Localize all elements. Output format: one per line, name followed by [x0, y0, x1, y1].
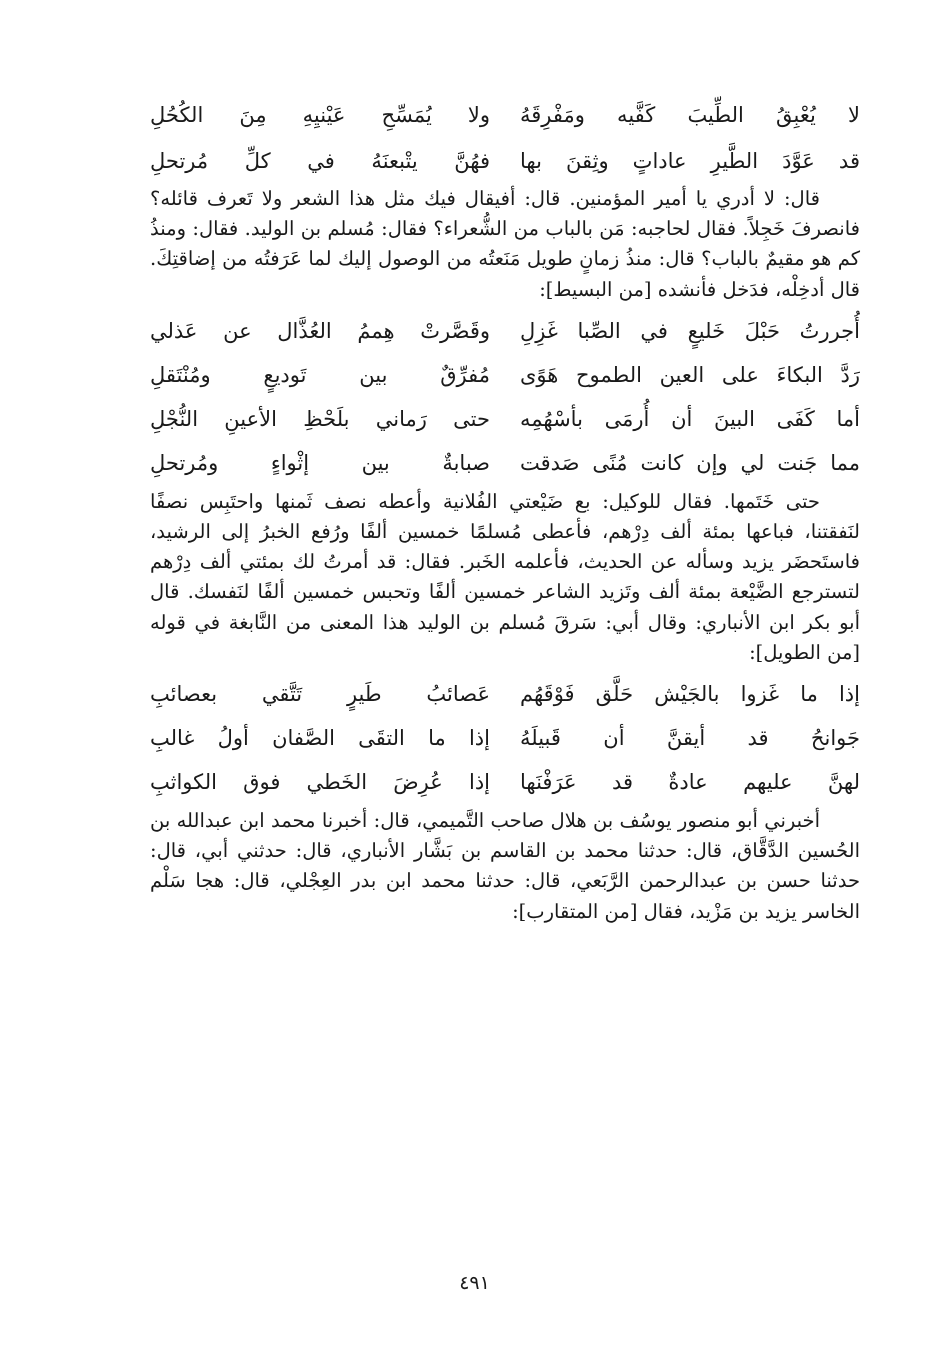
verse-first-hemistich: مما جَنت لي وإن كانت مُنًى صَدقت: [520, 450, 860, 475]
verse-first-hemistich: جَوانحُ قد أيقنَّ أن قَبيلَهُ: [520, 726, 860, 751]
verse-first-hemistich: لا يُعْبِقُ الطِّيبَ كَفَّيه ومَفْرِقَهُ: [520, 103, 860, 127]
verse-second-hemistich: مُفرِّقٌ بين تَوديعٍ ومُنْتَقلِ: [150, 362, 490, 387]
verse-line: [150, 138, 860, 184]
verse-second-hemistich: إذا عُرِضَ الخَطي فوق الكواثبِ: [150, 770, 490, 795]
verse-second-hemistich: عَصائبُ طَيرٍ تَتَّقي بعصائبِ: [150, 682, 490, 707]
verse-line: [150, 397, 860, 441]
page-number: ٤٩١: [459, 1272, 490, 1294]
verse-second-hemistich: صبابةٌ بين إثْواءٍ ومُرتحلِ: [150, 450, 490, 475]
verse-second-hemistich: حتى رَماني بلَحْظِ الأعينِ النُّجْلِ: [150, 406, 490, 431]
prose-paragraph: أخبرني أبو منصور يوسُف بن هلال صاحب التَّميمي، قال: أخبرنا محمد ابن عبدالله بن الحُسين الدَّقَّاق، قال: حدثنا محمد بن القاسم بن بَشَّار الأنباري، قال: حدثني أبي، قال: حدثنا حسن بن عبدالرحمن الرَّبَعي، قال: حدثنا محمد ابن بدر العِجْلي، قال: هجا سَلْم الخاسر يزيد بن مَزْيد، فقال [من المتقارب]:: [150, 809, 860, 923]
verse-line: [150, 716, 860, 760]
verse-line: [150, 309, 860, 353]
verse-first-hemistich: إذا ما غَزوا بالجَيْش حَلَّق فَوْقَهُم: [520, 682, 860, 707]
verse-line: [150, 672, 860, 716]
verse-second-hemistich: وقَصَّرتْ هِممُ العُذَّال عن عَذلي: [150, 318, 490, 343]
verse-second-hemistich: فهُنَّ يتْبعنَهُ في كلِّ مُرتحلِ: [150, 149, 490, 173]
verse-line: [150, 760, 860, 804]
verse-first-hemistich: رَدَّ البكاءَ على العين الطموح هَوًى: [520, 362, 860, 387]
verse-first-hemistich: قد عَوَّدَ الطَّيرِ عاداتٍ وثِقنَ بها: [520, 149, 860, 173]
page-content: [150, 92, 860, 927]
prose-paragraph: قال: لا أدري يا أمير المؤمنين. قال: أفيقال فيك مثل هذا الشعر ولا تَعرف قائله؟ فانصرفَ خَجِلاً. فقال لحاجبه: مَن بالباب من الشُّعراء؟ فقال: مُسلم بن الوليد. فقال: ومنذُ كم هو مقيمٌ بالباب؟ قال: منذُ زمانٍ طويل مَنَعتُه من الوصول إليك لما عَرَفتُه من إضاقتِكَ. قال أدخِلْه، فدَخل فأنشده [من البسيط]:: [150, 187, 860, 301]
verse-line: [150, 441, 860, 485]
verse-first-hemistich: لهنَّ عليهم عادةٌ قد عَرَفْنَها: [520, 770, 860, 795]
verse-line: [150, 353, 860, 397]
verse-first-hemistich: أُجررتُ حَبْلَ خَليعٍ في الصِّبا غَزِلِ: [520, 318, 860, 343]
verse-second-hemistich: إذا ما التقَى الصَّفان أولُ غالبِ: [150, 726, 490, 751]
verse-first-hemistich: أما كَفَى البينَ أن أُرمَى بأسْهُمِه: [520, 406, 860, 431]
verse-line: [150, 92, 860, 138]
verse-second-hemistich: ولا يُمَسِّحِ عَيْنيِهِ مِنَ الكُحُلِ: [150, 103, 490, 127]
prose-paragraph: حتى خَتَمها. فقال للوكيل: بع ضَيْعتي الفُلانية وأعطه نصف ثَمنها واحتَبِس نصفًا لنَفقتنا، فباعها بمئة ألف دِرْهم، فأعطى مُسلمًا خمسين ألفًا ورُفع الخبرُ إلى الرشيد، فاستَحضَر يزيد وسأله عن الحديث، فأعلمه الخَبر. فقال: قد أمرتُ لك بمئتي ألف دِرْهم لتسترجع الضَّيْعة بمئة ألف وتَزيد الشاعر خمسين ألفًا وتحبس خمسين ألفًا لنَفسك. قال أبو بكر ابن الأنباري: وقال أبي: سَرقَ مُسلم بن الوليد هذا المعنى من النَّابغة في قوله [من الطويل]:: [150, 489, 860, 664]
